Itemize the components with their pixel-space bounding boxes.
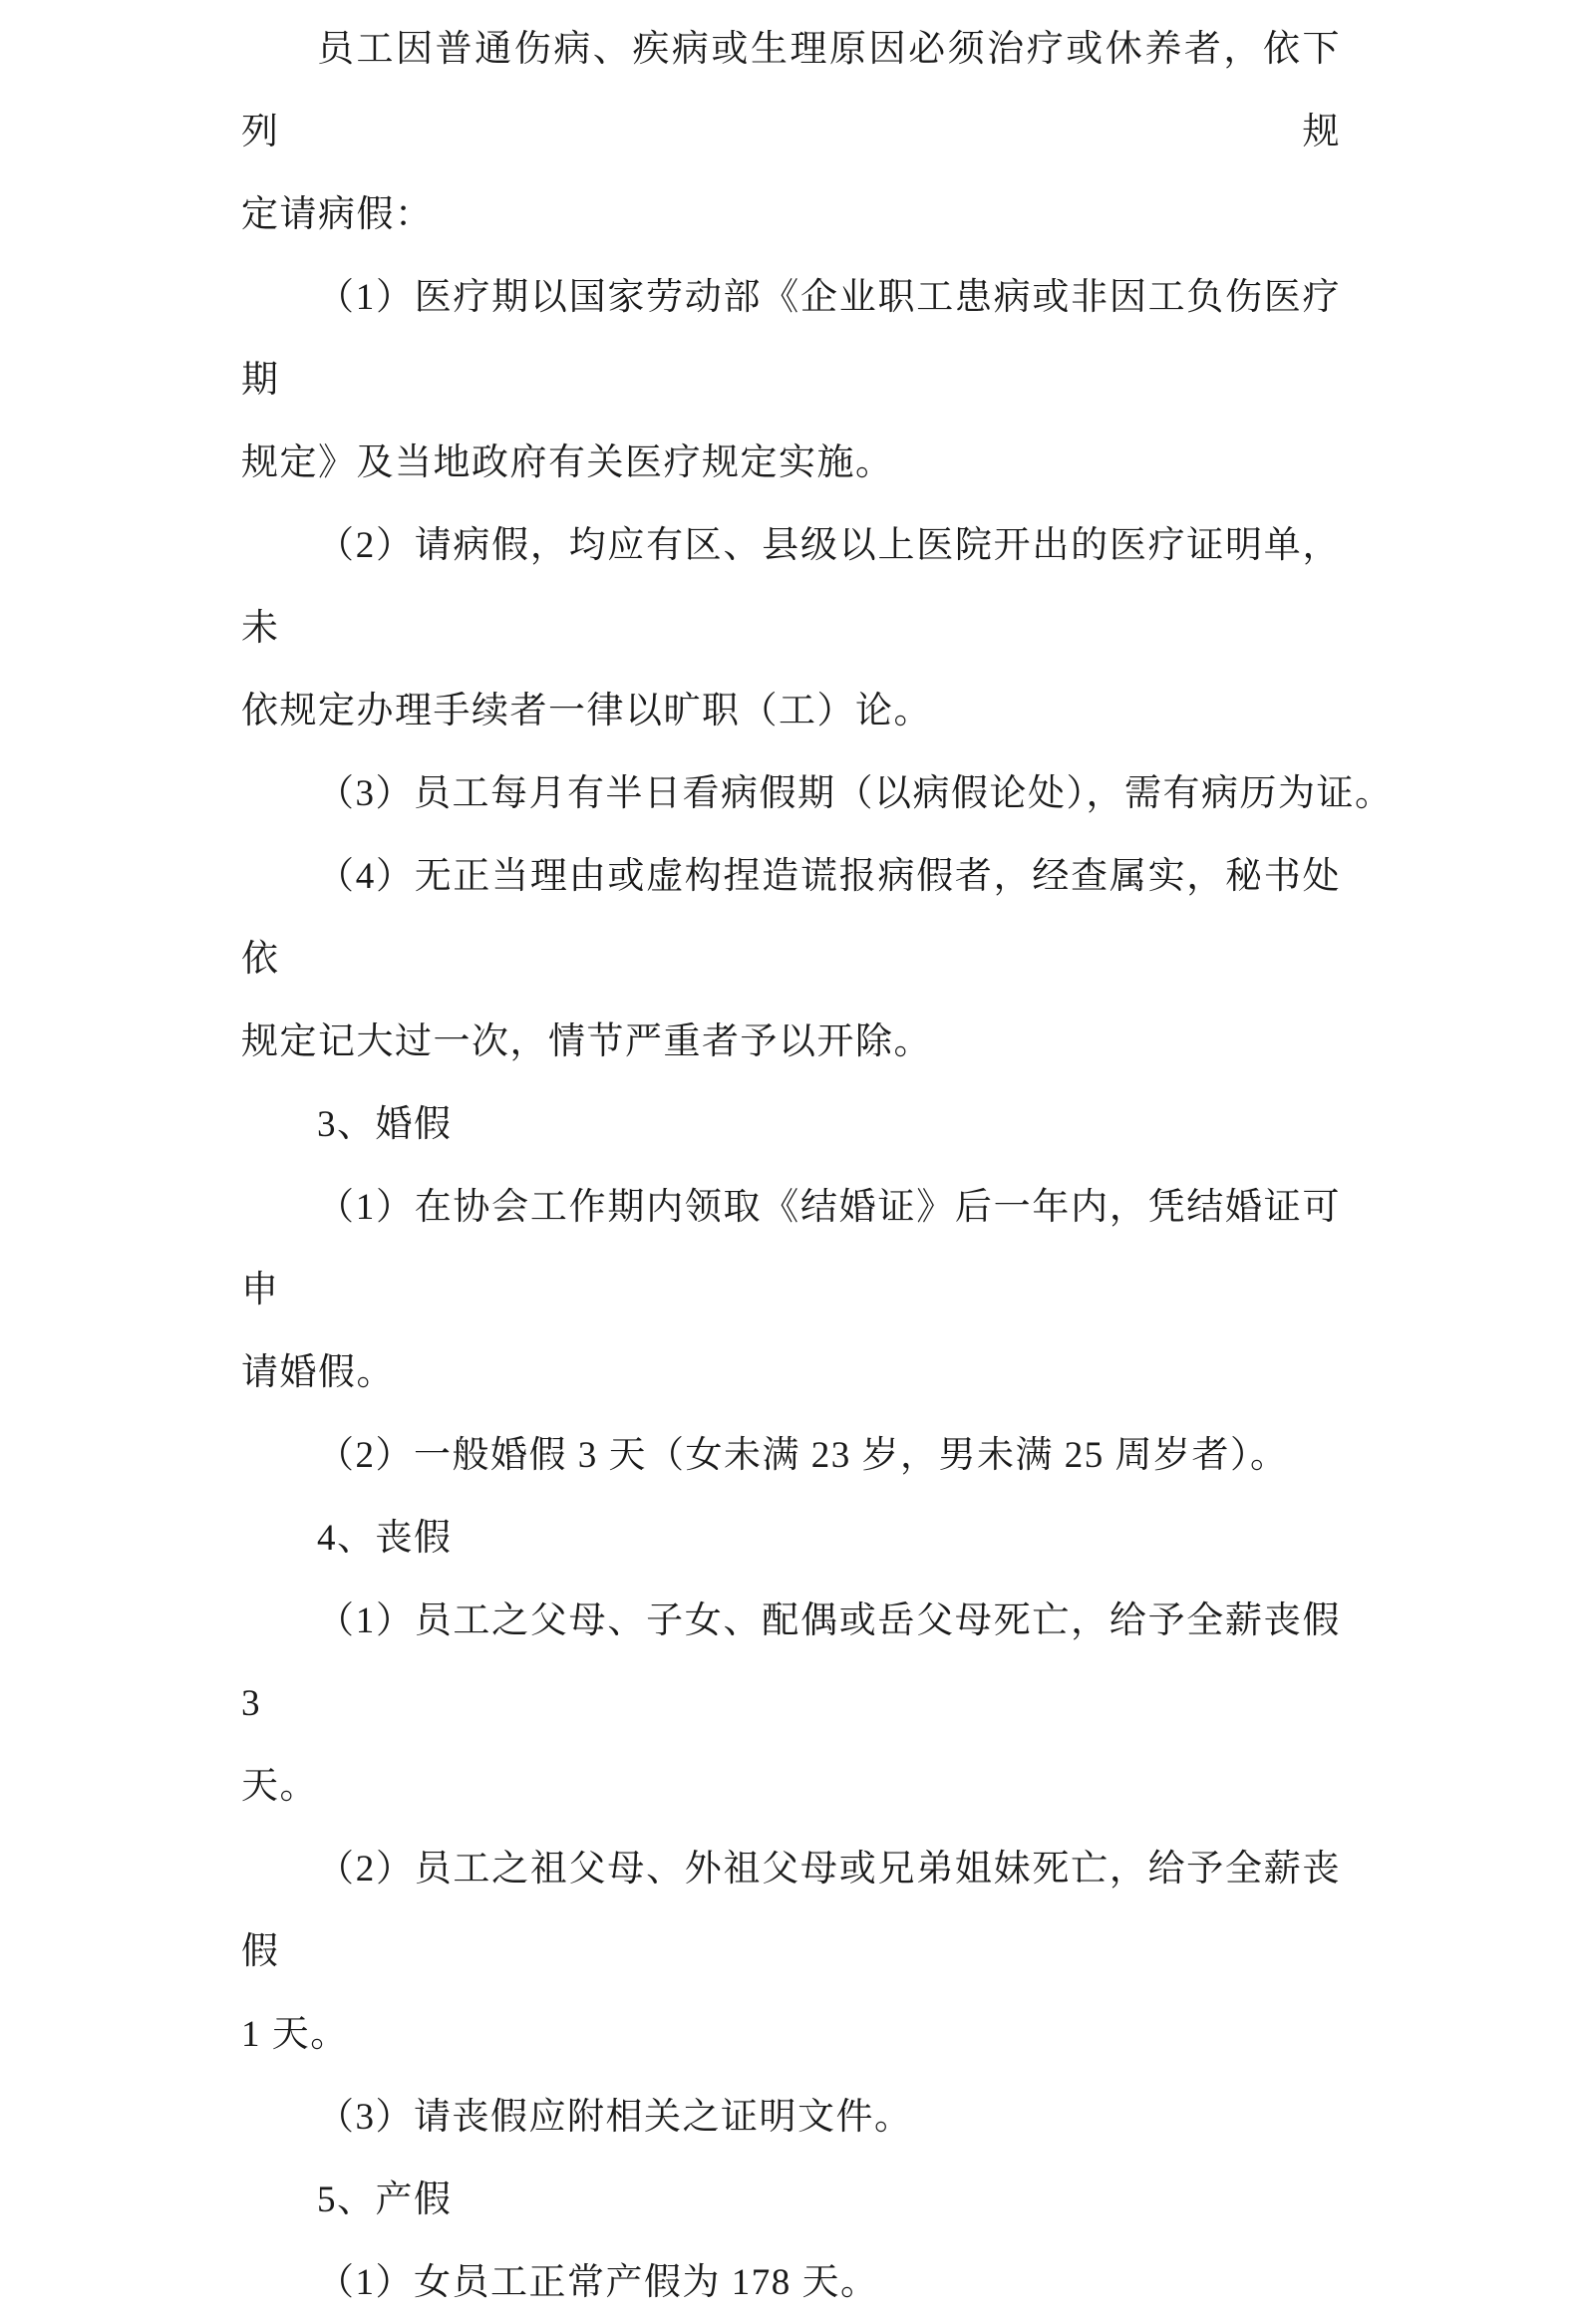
- document-line: （1）员工之父母、子女、配偶或岳父母死亡，给予全薪丧假 3: [241, 1600, 1341, 1724]
- document-section-heading: 5、产假: [317, 2179, 453, 2220]
- document-line: （1）医疗期以国家劳动部《企业职工患病或非因工负伤医疗期: [241, 277, 1341, 401]
- document-line: （2）员工之祖父母、外祖父母或兄弟姐妹死亡，给予全薪丧假: [241, 1849, 1341, 1972]
- document-line: 依规定办理手续者一律以旷职（工）论。: [241, 691, 932, 731]
- document-line: （2）请病假，均应有区、县级以上医院开出的医疗证明单，未: [241, 525, 1341, 649]
- document-line: （1）女员工正常产假为 178 天。: [317, 2262, 879, 2303]
- document-line: 规定记大过一次，情节严重者予以开除。: [241, 1021, 932, 1062]
- document-line: （4）无正当理由或虚构捏造谎报病假者，经查属实，秘书处依: [241, 856, 1341, 980]
- document-line: 天。: [241, 1766, 318, 1807]
- document-line: 定请病假：: [241, 194, 434, 235]
- document-line: （2）一般婚假 3 天（女未满 23 岁，男未满 25 周岁者）。: [317, 1435, 1289, 1476]
- document-line: （3）员工每月有半日看病假期（以病假论处），需有病历为证。: [317, 773, 1394, 814]
- document-line: 员工因普通伤病、疾病或生理原因必须治疗或休养者，依下列规: [241, 29, 1341, 152]
- document-section-heading: 4、丧假: [317, 1518, 453, 1559]
- document-line: （3）请丧假应附相关之证明文件。: [317, 2097, 913, 2138]
- document-line: 规定》及当地政府有关医疗规定实施。: [241, 442, 894, 483]
- document-line: （1）在协会工作期内领取《结婚证》后一年内，凭结婚证可申: [241, 1187, 1341, 1310]
- document-section-heading: 3、婚假: [317, 1104, 453, 1145]
- document-line: 1 天。: [241, 2014, 349, 2055]
- document-line: 请婚假。: [241, 1352, 395, 1393]
